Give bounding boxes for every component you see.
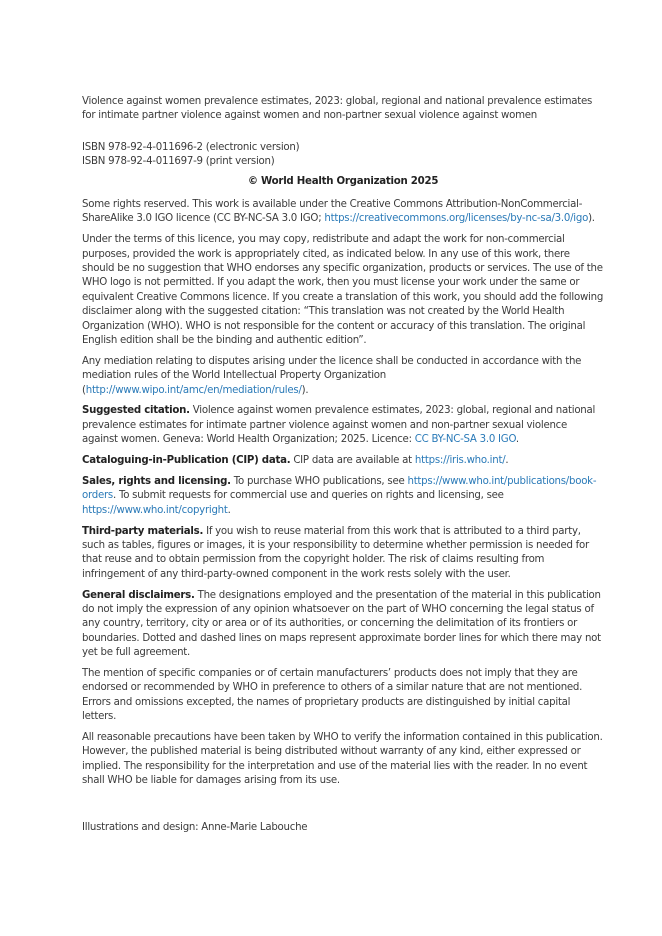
sales-rights-label: Sales, rights and licensing. xyxy=(82,475,231,487)
rights-paragraph: Some rights reserved. This work is available under the Creative Commons Attribution-NonCommercial-ShareAlike 3.0 IGO licence (CC BY-NC-SA 3.0 IGO; https://creativecommons.org/licenses/by-nc-sa/3.0/igo). xyxy=(82,199,595,225)
general-disclaimers-paragraph: General disclaimers. The designations employed and the presentation of the material in this publication do not imply the expression of any opinion whatsoever on the part of WHO concerning the legal status of any country, territory, city or area or of its authorities, or concerning the delimitation of its frontiers or boundaries. Dotted and dashed lines on maps represent approximate border lines for which there may not yet be full agreement. xyxy=(82,589,601,659)
creative-commons-link[interactable]: https://creativecommons.org/licenses/by-nc-sa/3.0/igo xyxy=(324,213,589,225)
isbn-print: ISBN 978-92-4-011697-9 (print version) xyxy=(82,156,275,168)
suggested-citation-paragraph: Suggested citation. Violence against women prevalence estimates, 2023: global, regional and national prevalence estimates for intimate partner violence against women and non-partner sexual violence against women. Geneva: World Health Organization; 2025. Licence: CC BY-NC-SA 3.0 IGO. xyxy=(82,405,596,446)
sales-rights-paragraph: Sales, rights and licensing. To purchase WHO publications, see https://www.who.int/publications/book-orders. To submit requests for commercial use and queries on rights and licensing, see https://www.who.int/copyright. xyxy=(82,475,597,516)
wipo-mediation-link[interactable]: http://www.wipo.int/amc/en/mediation/rules/ xyxy=(85,384,302,396)
suggested-citation-label: Suggested citation. xyxy=(82,405,190,417)
isbn-electronic: ISBN 978-92-4-011696-2 (electronic version) xyxy=(82,141,300,153)
book-orders-link[interactable]: https://www.who.int/publications/book-orders xyxy=(82,475,597,502)
design-credit: Illustrations and design: Anne-Marie Labouche xyxy=(82,822,308,833)
cip-paragraph: Cataloguing-in-Publication (CIP) data. CIP data are available at https://iris.who.int/. xyxy=(82,455,509,467)
general-disclaimers-label: General disclaimers. xyxy=(82,589,195,601)
cip-label: Cataloguing-in-Publication (CIP) data. xyxy=(82,455,291,467)
licence-terms-paragraph: Under the terms of this licence, you may copy, redistribute and adapt the work for non-commercial purposes, provided the work is appropriately cited, as indicated below. In any use of this work, there should be no suggestion that WHO endorses any specific organization, products or services. The use of the WHO logo is not permitted. If you adapt the work, then you must license your work under the same or equivalent Creative Commons licence. If you create a translation of this work, you should add the following disclaimer along with the suggested citation: “This translation was not created by the World Health Organization (WHO). WHO is not responsible for the content or accuracy of this translation. The original English edition shall be the binding and authentic edition”. xyxy=(82,234,604,347)
copyright-link[interactable]: https://www.who.int/copyright xyxy=(82,504,228,516)
isbn-block xyxy=(82,141,604,170)
copyright-notice: © World Health Organization 2025 xyxy=(247,175,439,187)
third-party-label: Third-party materials. xyxy=(82,525,204,537)
third-party-paragraph: Third-party materials. If you wish to reuse material from this work that is attributed to a third party, such as tables, figures or images, it is your responsibility to determine whether permission is needed for that reuse and to obtain permission from the copyright holder. The risk of claims resulting from infringement of any third-party-owned component in the work rests solely with the user. xyxy=(82,525,589,580)
copyright-page xyxy=(82,95,604,795)
mediation-paragraph: Any mediation relating to disputes arising under the licence shall be conducted in accordance with the mediation rules of the World Intellectual Property Organization (http://www.wipo.int/amc/en/mediation/rules/). xyxy=(82,355,582,396)
precautions-paragraph: All reasonable precautions have been taken by WHO to verify the information contained in this publication. However, the published material is being distributed without warranty of any kind, either expressed or implied. The responsibility for the interpretation and use of the material lies with the reader. In no event shall WHO be liable for damages arising from its use. xyxy=(82,731,603,787)
licence-link[interactable]: CC BY-NC-SA 3.0 IGO xyxy=(414,434,516,446)
iris-link[interactable]: https://iris.who.int/ xyxy=(414,455,506,467)
publication-title: Violence against women prevalence estimates, 2023: global, regional and national prevalence estimates for intimate partner violence against women and non-partner sexual violence against women xyxy=(82,96,593,122)
companies-paragraph: The mention of specific companies or of certain manufacturers’ products does not imply that they are endorsed or recommended by WHO in preference to others of a similar nature that are not mentioned. Errors and omissions excepted, the names of proprietary products are distinguished by initial capital letters. xyxy=(82,667,583,723)
